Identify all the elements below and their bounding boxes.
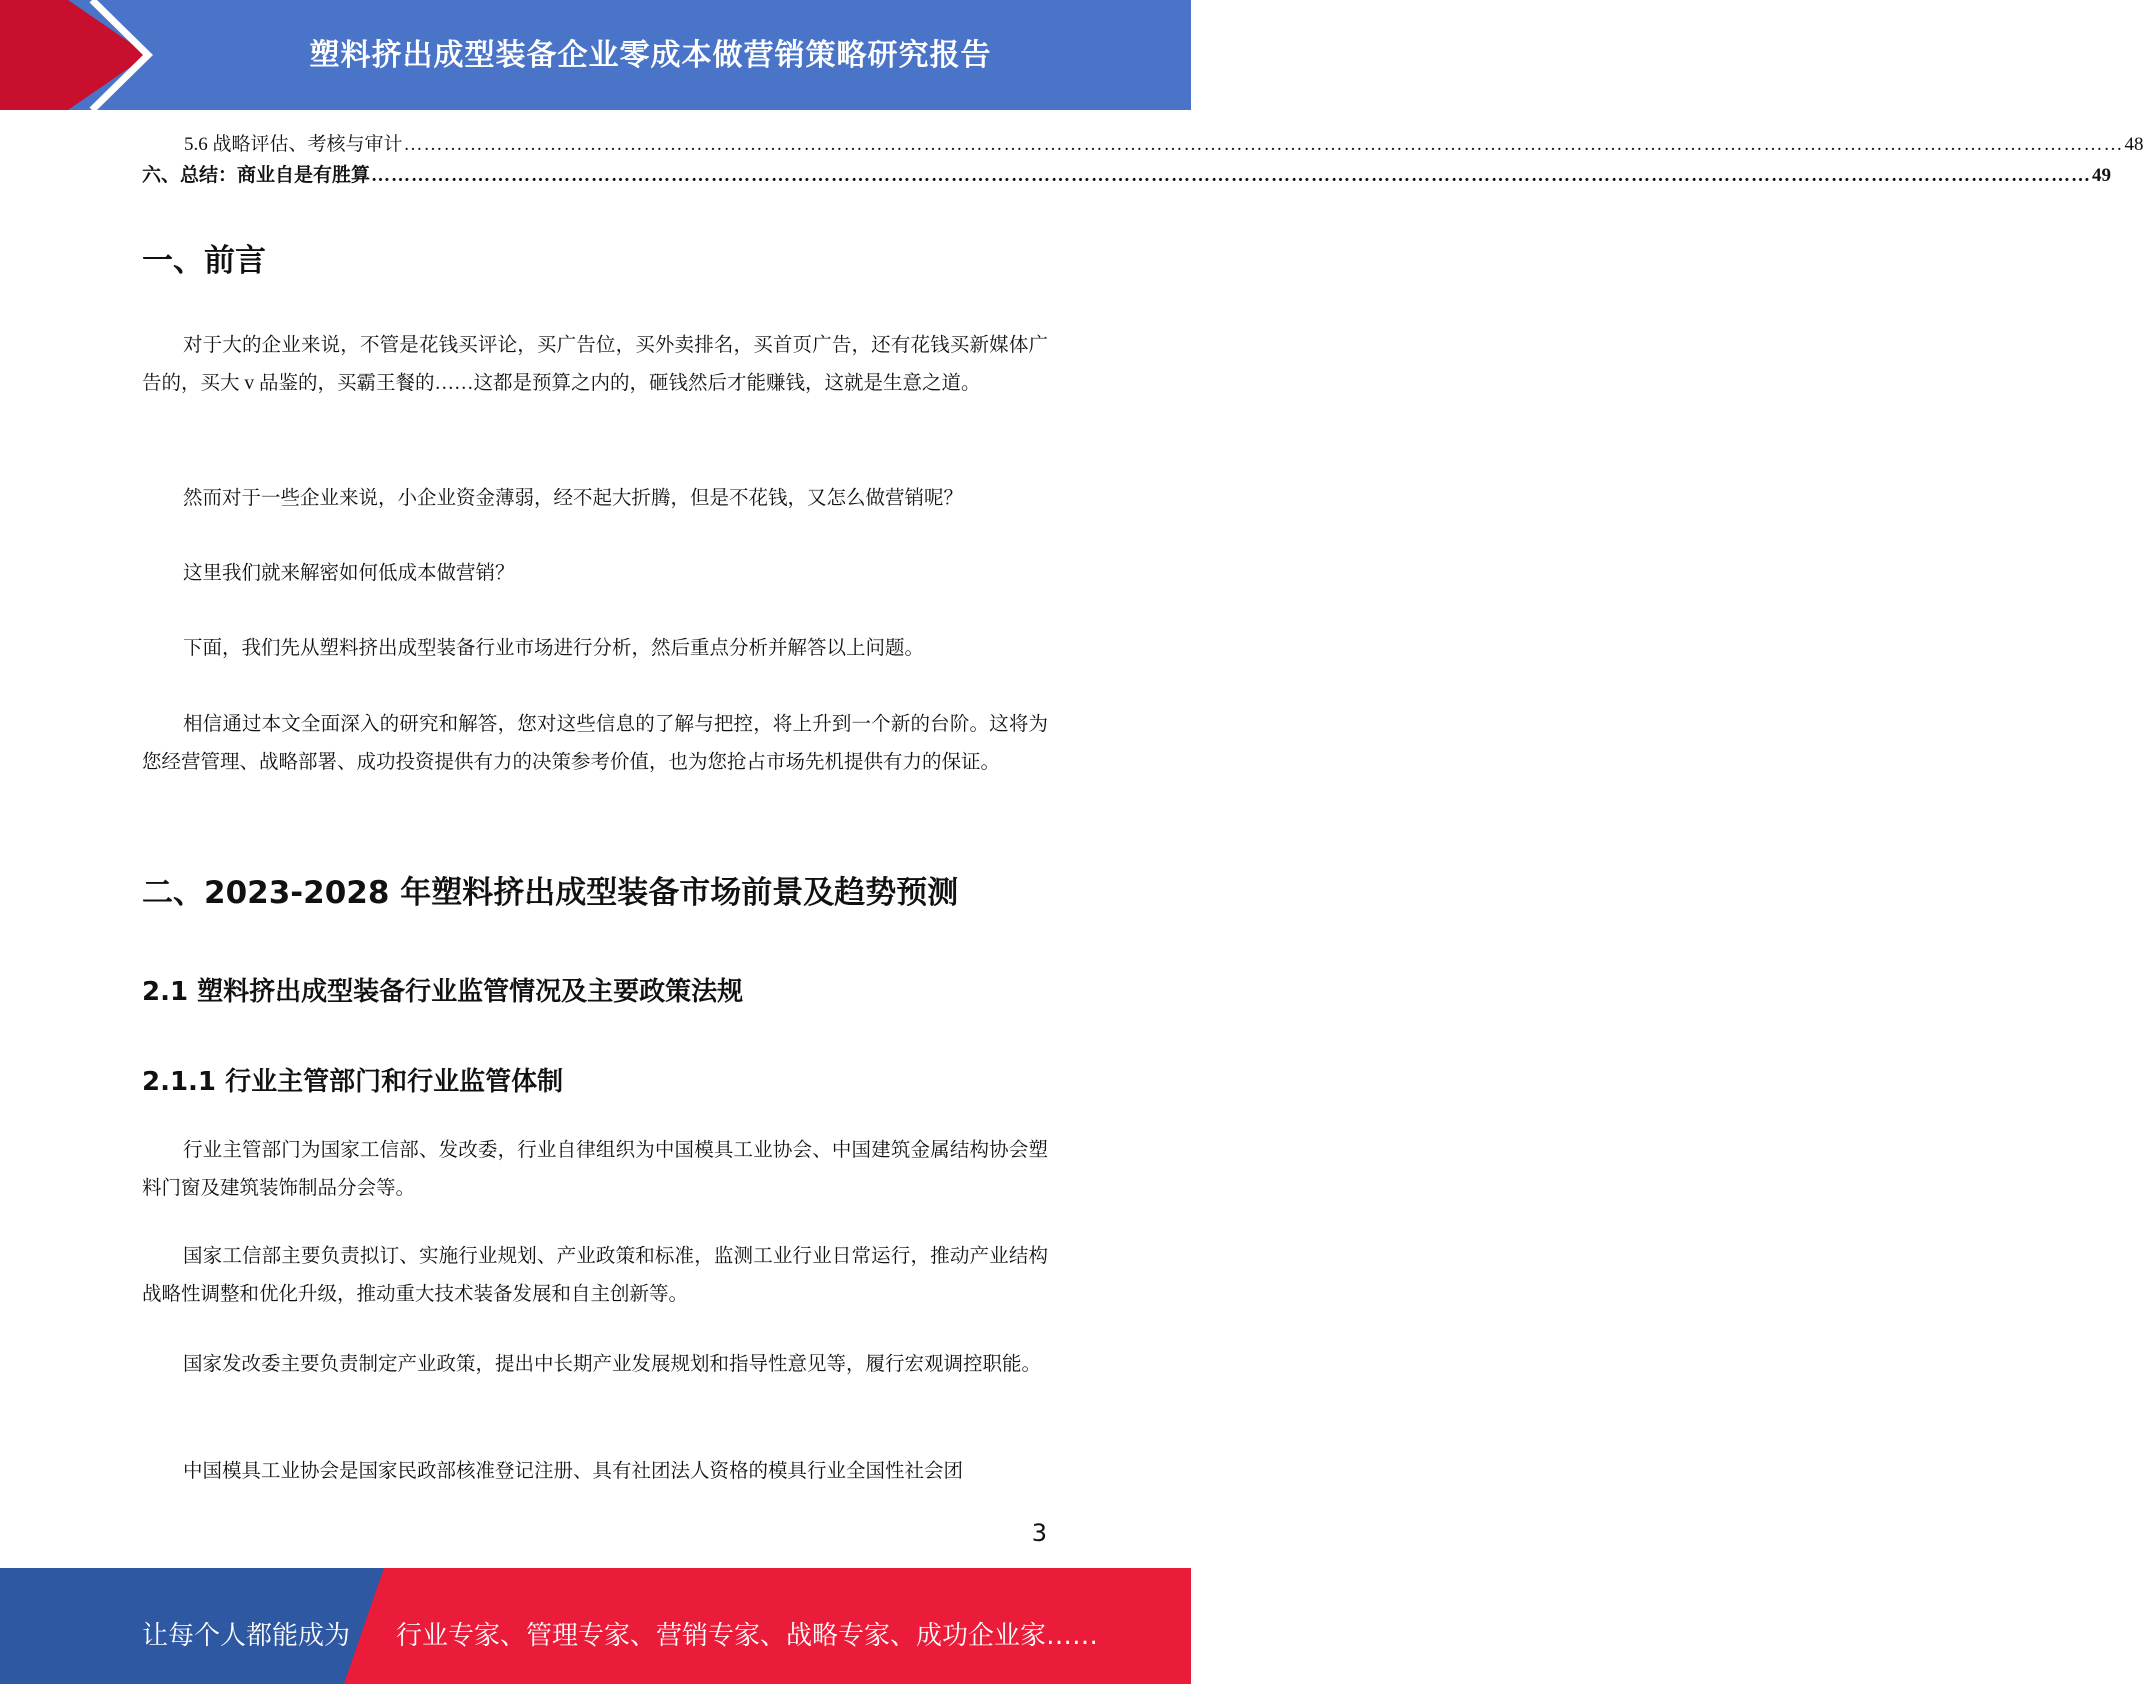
body-paragraph: 这里我们就来解密如何低成本做营销？ <box>183 563 515 584</box>
toc-leader-dots: …………………………………………………………………………………………………………………………………………………………………………………………………………………………………… <box>371 165 2092 186</box>
toc-entry[interactable] <box>142 128 2144 156</box>
toc-entry-label: 六、总结：商业自是有胜算 <box>142 165 371 186</box>
footer-slogan-right: 行业专家、管理专家、营销专家、战略专家、成功企业家…… <box>396 1621 1099 1651</box>
header-arrow-decoration <box>0 0 160 110</box>
body-paragraph: 相信通过本文全面深入的研究和解答，您对这些信息的了解与把控，将上升到一个新的台阶。这将为您经营管理、战略部署、成功投资提供有力的决策参考价值，也为您抢占市场先机提供有力的保证。 <box>142 714 1048 773</box>
page-number: 3 <box>1031 1519 1047 1547</box>
page-header <box>0 0 1191 110</box>
body-paragraph: 然而对于一些企业来说，小企业资金薄弱，经不起大折腾，但是不花钱，又怎么做营销呢？ <box>183 488 964 509</box>
section-heading-market-forecast: 二、2023-2028 年塑料挤出成型装备市场前景及趋势预测 <box>142 875 959 911</box>
section-heading-preface: 一、前言 <box>142 243 266 279</box>
toc-entry-page: 48 <box>2124 134 2144 155</box>
report-title: 塑料挤出成型装备企业零成本做营销策略研究报告 <box>309 38 992 73</box>
body-paragraph: 对于大的企业来说，不管是花钱买评论，买广告位，买外卖排名，买首页广告，还有花钱买新媒体广告的，买大 v 品鉴的，买霸王餐的……这都是预算之内的，砸钱然后才能赚钱，这就是生意之道。 <box>142 335 1048 394</box>
body-paragraph: 国家发改委主要负责制定产业政策，提出中长期产业发展规划和指导性意见等，履行宏观调控职能。 <box>183 1354 1042 1375</box>
body-paragraph: 行业主管部门为国家工信部、发改委，行业自律组织为中国模具工业协会、中国建筑金属结构协会塑料门窗及建筑装饰制品分会等。 <box>142 1140 1048 1199</box>
subsection-heading-regulation: 2.1 塑料挤出成型装备行业监管情况及主要政策法规 <box>142 977 744 1007</box>
toc-leader-dots: …………………………………………………………………………………………………………………………………………………………………………………………………………………………………… <box>403 134 2124 155</box>
toc-entry-label: 5.6 战略评估、考核与审计 <box>184 134 403 155</box>
body-paragraph: 下面，我们先从塑料挤出成型装备行业市场进行分析，然后重点分析并解答以上问题。 <box>183 638 925 659</box>
subsubsection-heading-authorities: 2.1.1 行业主管部门和行业监管体制 <box>142 1067 564 1097</box>
footer-slogan-left: 让每个人都能成为 <box>142 1621 351 1651</box>
page-footer <box>0 1568 1191 1684</box>
toc-entry[interactable] <box>142 159 2112 187</box>
body-paragraph: 中国模具工业协会是国家民政部核准登记注册、具有社团法人资格的模具行业全国性社会团 <box>183 1461 964 1482</box>
body-paragraph: 国家工信部主要负责拟订、实施行业规划、产业政策和标准，监测工业行业日常运行，推动产业结构战略性调整和优化升级，推动重大技术装备发展和自主创新等。 <box>142 1246 1048 1305</box>
toc-entry-page: 49 <box>2092 165 2112 186</box>
